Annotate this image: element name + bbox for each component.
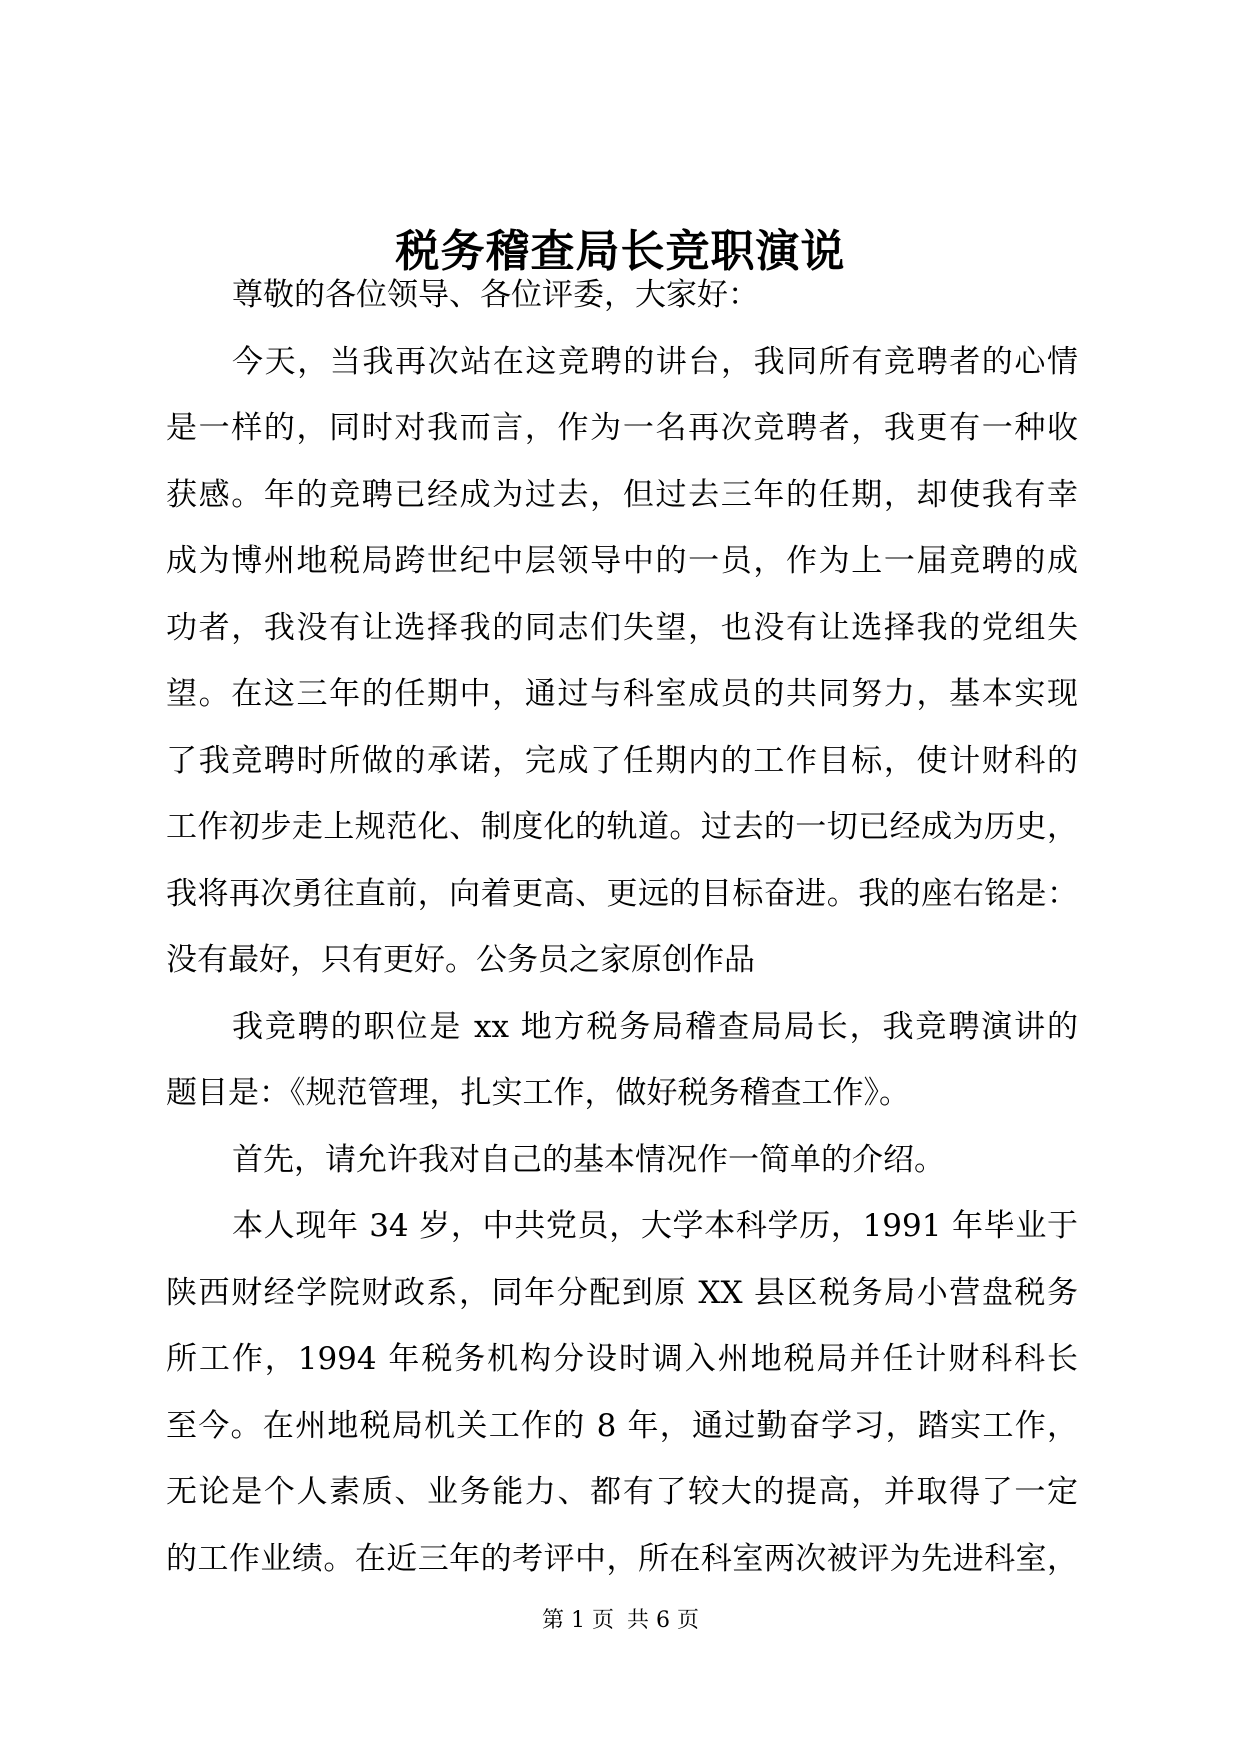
body-line: 功者，我没有让选择我的同志们失望，也没有让选择我的党组失 [166,609,1078,646]
body-line: 题目是：《规范管理，扎实工作，做好税务稽查工作》。 [166,1075,910,1111]
body-line: 获感。年的竞聘已经成为过去，但过去三年的任期，却使我有幸 [166,476,1078,513]
body-line: 了我竞聘时所做的承诺，完成了任期内的工作目标，使计财科的 [166,742,1078,779]
body-line: 我竞聘的职位是 xx 地方税务局稽查局局长，我竞聘演讲的 [232,1008,1078,1045]
body-line: 本人现年 34 岁，中共党员，大学本科学历，1991 年毕业于 [232,1208,1078,1244]
page-footer [0,1606,1241,1636]
body-line: 没有最好，只有更好。公务员之家原创作品 [166,942,755,978]
body-line: 至今。在州地税局机关工作的 8 年，通过勤奋学习，踏实工作， [166,1407,1078,1444]
page-total: 共 6 页 [627,1608,699,1633]
body-line: 首先，请允许我对自己的基本情况作一简单的介绍。 [232,1141,945,1178]
body-line: 的工作业绩。在近三年的考评中，所在科室两次被评为先进科室， [166,1540,1078,1577]
body-line: 工作初步走上规范化、制度化的轨道。过去的一切已经成为历史， [166,809,1078,845]
body-line: 今天，当我再次站在这竞聘的讲台，我同所有竞聘者的心情 [232,343,1078,380]
body-line: 无论是个人素质、业务能力、都有了较大的提高，并取得了一定 [166,1474,1078,1510]
document-body [166,262,1078,1592]
body-line: 陕西财经学院财政系，同年分配到原 XX 县区税务局小营盘税务 [166,1274,1078,1311]
body-line: 我将再次勇往直前，向着更高、更远的目标奋进。我的座右铭是： [166,875,1078,912]
body-line: 望。在这三年的任期中，通过与科室成员的共同努力，基本实现 [166,676,1078,712]
body-line: 是一样的，同时对我而言，作为一名再次竞聘者，我更有一种收 [166,410,1078,446]
document-title: 税务稽查局长竞职演说 [395,226,846,277]
body-line: 尊敬的各位领导、各位评委，大家好： [232,277,759,313]
body-line: 成为博州地税局跨世纪中层领导中的一员，作为上一届竞聘的成 [166,543,1078,579]
body-line: 所工作，1994 年税务机构分设时调入州地税局并任计财科科长 [166,1341,1078,1377]
page-number: 第 1 页 [542,1608,614,1633]
